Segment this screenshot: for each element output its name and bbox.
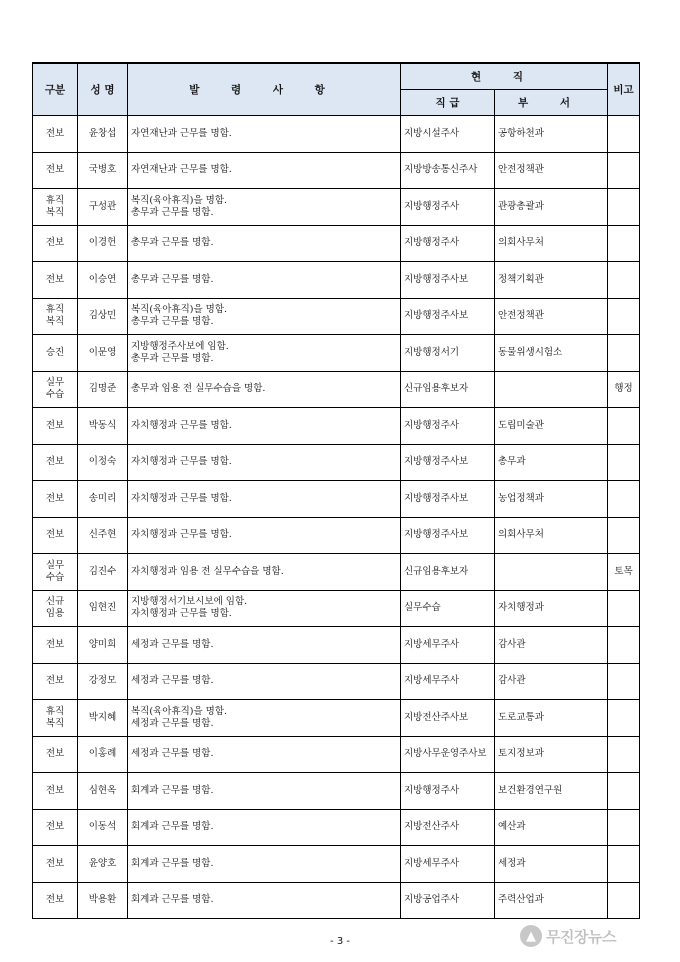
- cell-buseo: 도로교통과: [495, 700, 608, 737]
- cell-gubun-line: 전보: [45, 748, 65, 760]
- cell-jikgeup: 신규임용후보자: [401, 371, 495, 408]
- cell-saho: [128, 700, 401, 737]
- cell-jikgeup: 실무수습: [401, 590, 495, 627]
- cell-buseo: 예산과: [495, 809, 608, 846]
- table-row: [33, 773, 640, 810]
- cell-saho-line: 총무과 근무를 명함.: [131, 237, 214, 249]
- cell-name: 김상민: [78, 298, 128, 335]
- cell-saho: [128, 517, 401, 554]
- cell-gubun-line: 전보: [45, 127, 65, 139]
- cell-gubun: [33, 517, 78, 554]
- cell-saho: [128, 262, 401, 299]
- cell-buseo: [495, 371, 608, 408]
- cell-bigo: [608, 298, 640, 335]
- cell-bigo: [608, 517, 640, 554]
- cell-gubun: [33, 335, 78, 372]
- table-row: [33, 627, 640, 664]
- cell-saho-line: 세정과 근무를 명함.: [131, 717, 214, 729]
- cell-name: 이문영: [78, 335, 128, 372]
- cell-saho-line: 자치행정과 근무를 명함.: [131, 419, 232, 431]
- cell-jikgeup: 지방행정주사: [401, 408, 495, 445]
- table-row: [33, 517, 640, 554]
- cell-saho-line: 회계과 근무를 명함.: [131, 857, 214, 869]
- cell-gubun: [33, 773, 78, 810]
- cell-name: 이홍례: [78, 736, 128, 773]
- cell-name: 양미희: [78, 627, 128, 664]
- cell-gubun-line: 전보: [45, 675, 65, 687]
- table-row: [33, 700, 640, 737]
- cell-buseo: 보건환경연구원: [495, 773, 608, 810]
- cell-bigo: [608, 809, 640, 846]
- cell-bigo: [608, 773, 640, 810]
- cell-jikgeup: 지방행정서기: [401, 335, 495, 372]
- watermark: [520, 922, 670, 950]
- cell-gubun-line: 전보: [45, 419, 65, 431]
- cell-bigo: [608, 700, 640, 737]
- cell-gubun: [33, 590, 78, 627]
- cell-gubun-line: 복직: [45, 206, 65, 218]
- cell-name: 신주현: [78, 517, 128, 554]
- cell-jikgeup: 지방공업주사: [401, 882, 495, 919]
- cell-bigo: [608, 846, 640, 883]
- cell-buseo: 토지정보과: [495, 736, 608, 773]
- cell-gubun-line: 휴직: [45, 705, 65, 717]
- cell-saho-line: 자연재난과 근무를 명함.: [131, 127, 232, 139]
- cell-name: 박동식: [78, 408, 128, 445]
- cell-name: 김진수: [78, 554, 128, 591]
- cell-jikgeup: 지방방송통신주사: [401, 152, 495, 189]
- table-row: [33, 663, 640, 700]
- cell-buseo: 관광총괄과: [495, 189, 608, 226]
- header-bigo: 비고: [608, 63, 640, 116]
- header-jikgeup: 직 급: [401, 90, 495, 116]
- cell-saho-line: 자치행정과 근무를 명함.: [131, 529, 232, 541]
- cell-jikgeup: 지방시설주사: [401, 116, 495, 153]
- cell-saho: [128, 846, 401, 883]
- cell-saho: [128, 189, 401, 226]
- table-row: [33, 736, 640, 773]
- cell-name: 강정모: [78, 663, 128, 700]
- cell-saho: [128, 663, 401, 700]
- cell-jikgeup: 지방전산주사: [401, 809, 495, 846]
- cell-buseo: 정책기획관: [495, 262, 608, 299]
- cell-buseo: 농업정책과: [495, 481, 608, 518]
- table-row: [33, 371, 640, 408]
- cell-bigo: [608, 225, 640, 262]
- cell-saho: [128, 152, 401, 189]
- cell-saho: [128, 335, 401, 372]
- cell-gubun: [33, 116, 78, 153]
- table-row: [33, 554, 640, 591]
- header-saho: 발 령 사 항: [128, 63, 401, 116]
- cell-saho-line: 회계과 근무를 명함.: [131, 894, 214, 906]
- table-row: [33, 116, 640, 153]
- cell-jikgeup: 지방행정주사: [401, 225, 495, 262]
- cell-saho-line: 복직(육아휴직)을 명함.: [131, 194, 228, 206]
- cell-jikgeup: 지방전산주사보: [401, 700, 495, 737]
- cell-saho: [128, 809, 401, 846]
- cell-saho-line: 복직(육아휴직)을 명함.: [131, 705, 228, 717]
- table-row: [33, 846, 640, 883]
- cell-jikgeup: 지방행정주사보: [401, 481, 495, 518]
- cell-jikgeup: 지방세무주사: [401, 627, 495, 664]
- cell-bigo: [608, 481, 640, 518]
- table-row: [33, 335, 640, 372]
- cell-gubun-line: 전보: [45, 492, 65, 504]
- cell-buseo: 감사관: [495, 627, 608, 664]
- watermark-text: 무진장뉴스: [546, 927, 616, 946]
- cell-jikgeup: 지방행정주사보: [401, 262, 495, 299]
- cell-saho: [128, 554, 401, 591]
- cell-gubun-line: 복직: [45, 717, 65, 729]
- table-row: [33, 262, 640, 299]
- cell-jikgeup: 지방행정주사보: [401, 298, 495, 335]
- cell-saho: [128, 225, 401, 262]
- cell-gubun: [33, 262, 78, 299]
- cell-gubun-line: 전보: [45, 857, 65, 869]
- cell-buseo: 공항하천과: [495, 116, 608, 153]
- cell-saho-line: 회계과 근무를 명함.: [131, 784, 214, 796]
- cell-buseo: 세정과: [495, 846, 608, 883]
- cell-name: 박용환: [78, 882, 128, 919]
- header-buseo: 부 서: [495, 90, 608, 116]
- cell-saho-line: 세정과 근무를 명함.: [131, 638, 214, 650]
- cell-buseo: [495, 554, 608, 591]
- cell-gubun-line: 전보: [45, 784, 65, 796]
- table-row: [33, 809, 640, 846]
- table-row: [33, 298, 640, 335]
- cell-gubun: [33, 882, 78, 919]
- cell-name: 김명준: [78, 371, 128, 408]
- cell-gubun-line: 수습: [45, 571, 65, 583]
- cell-bigo: 토목: [608, 554, 640, 591]
- cell-saho-line: 총무과 임용 전 실무수습을 명함.: [131, 383, 266, 395]
- cell-name: 박지혜: [78, 700, 128, 737]
- cell-name: 윤양호: [78, 846, 128, 883]
- cell-saho-line: 지방행정주사보에 임함.: [131, 340, 229, 352]
- cell-name: 심현옥: [78, 773, 128, 810]
- cell-name: 국병호: [78, 152, 128, 189]
- cell-name: 구성관: [78, 189, 128, 226]
- personnel-order-table: [32, 62, 640, 919]
- cell-gubun: [33, 225, 78, 262]
- cell-buseo: 감사관: [495, 663, 608, 700]
- cell-jikgeup: 지방세무주사: [401, 663, 495, 700]
- cell-gubun: [33, 700, 78, 737]
- table-row: [33, 481, 640, 518]
- cell-name: 윤창섭: [78, 116, 128, 153]
- cell-name: 이승연: [78, 262, 128, 299]
- cell-gubun-line: 전보: [45, 456, 65, 468]
- cell-bigo: [608, 663, 640, 700]
- cell-saho-line: 총무과 근무를 명함.: [131, 273, 214, 285]
- cell-buseo: 안전정책관: [495, 152, 608, 189]
- cell-gubun-line: 실무: [45, 559, 65, 571]
- cell-gubun-line: 전보: [45, 821, 65, 833]
- cell-buseo: 자치행정과: [495, 590, 608, 627]
- cell-bigo: [608, 262, 640, 299]
- cell-bigo: [608, 736, 640, 773]
- cell-saho-line: 세정과 근무를 명함.: [131, 675, 214, 687]
- cell-gubun: [33, 371, 78, 408]
- cell-jikgeup: 지방사무운영주사보: [401, 736, 495, 773]
- cell-saho-line: 지방행정서기보시보에 임함.: [131, 596, 248, 608]
- cell-saho: [128, 882, 401, 919]
- cell-bigo: [608, 189, 640, 226]
- cell-buseo: 도립미술관: [495, 408, 608, 445]
- cell-saho: [128, 773, 401, 810]
- personnel-table-container: [32, 62, 639, 919]
- cell-jikgeup: 지방세무주사: [401, 846, 495, 883]
- cell-gubun: [33, 444, 78, 481]
- cell-saho: [128, 444, 401, 481]
- cell-gubun: [33, 152, 78, 189]
- cell-bigo: [608, 444, 640, 481]
- cell-gubun-line: 실무: [45, 377, 65, 389]
- cell-saho-line: 총무과 근무를 명함.: [131, 206, 214, 218]
- cell-buseo: 총무과: [495, 444, 608, 481]
- cell-jikgeup: 지방행정주사보: [401, 444, 495, 481]
- cell-gubun: [33, 481, 78, 518]
- cell-gubun: [33, 736, 78, 773]
- cell-bigo: [608, 590, 640, 627]
- cell-saho-line: 회계과 근무를 명함.: [131, 821, 214, 833]
- mountain-logo-icon: ▲: [520, 925, 542, 947]
- cell-gubun-line: 승진: [45, 346, 65, 358]
- cell-gubun: [33, 554, 78, 591]
- cell-jikgeup: 지방행정주사: [401, 773, 495, 810]
- cell-gubun-line: 전보: [45, 529, 65, 541]
- table-row: [33, 882, 640, 919]
- cell-gubun-line: 수습: [45, 389, 65, 401]
- cell-saho: [128, 116, 401, 153]
- cell-bigo: [608, 408, 640, 445]
- cell-saho-line: 총무과 근무를 명함.: [131, 316, 214, 328]
- cell-buseo: 의회사무처: [495, 517, 608, 554]
- cell-bigo: [608, 882, 640, 919]
- cell-bigo: 행정: [608, 371, 640, 408]
- cell-gubun-line: 휴직: [45, 194, 65, 206]
- cell-bigo: [608, 116, 640, 153]
- cell-gubun: [33, 189, 78, 226]
- cell-saho-line: 자치행정과 근무를 명함.: [131, 608, 232, 620]
- header-name: 성 명: [78, 63, 128, 116]
- cell-gubun-line: 임용: [45, 608, 65, 620]
- cell-buseo: 의회사무처: [495, 225, 608, 262]
- cell-saho: [128, 408, 401, 445]
- cell-jikgeup: 신규임용후보자: [401, 554, 495, 591]
- table-row: [33, 408, 640, 445]
- table-row: [33, 225, 640, 262]
- cell-saho: [128, 298, 401, 335]
- cell-name: 이동석: [78, 809, 128, 846]
- cell-name: 임현진: [78, 590, 128, 627]
- cell-saho-line: 세정과 근무를 명함.: [131, 748, 214, 760]
- cell-buseo: 주력산업과: [495, 882, 608, 919]
- cell-name: 이정숙: [78, 444, 128, 481]
- cell-gubun-line: 복직: [45, 316, 65, 328]
- cell-saho-line: 자치행정과 근무를 명함.: [131, 456, 232, 468]
- cell-saho: [128, 590, 401, 627]
- cell-buseo: 안전정책관: [495, 298, 608, 335]
- cell-gubun: [33, 663, 78, 700]
- header-gubun: 구분: [33, 63, 78, 116]
- cell-gubun: [33, 846, 78, 883]
- cell-gubun-line: 신규: [45, 596, 65, 608]
- cell-bigo: [608, 627, 640, 664]
- cell-saho: [128, 627, 401, 664]
- cell-saho: [128, 481, 401, 518]
- cell-gubun-line: 전보: [45, 164, 65, 176]
- table-row: [33, 590, 640, 627]
- cell-jikgeup: 지방행정주사: [401, 189, 495, 226]
- cell-gubun: [33, 809, 78, 846]
- cell-jikgeup: 지방행정주사보: [401, 517, 495, 554]
- cell-gubun-line: 휴직: [45, 304, 65, 316]
- page-number: - 3 -: [330, 936, 350, 947]
- cell-saho-line: 자치행정과 근무를 명함.: [131, 492, 232, 504]
- cell-bigo: [608, 335, 640, 372]
- cell-gubun: [33, 298, 78, 335]
- cell-saho: [128, 371, 401, 408]
- cell-bigo: [608, 152, 640, 189]
- table-row: [33, 152, 640, 189]
- cell-saho-line: 복직(육아휴직)을 명함.: [131, 304, 228, 316]
- cell-gubun-line: 전보: [45, 638, 65, 650]
- cell-gubun-line: 전보: [45, 273, 65, 285]
- cell-name: 이경헌: [78, 225, 128, 262]
- header-hyunjik: 현 직: [401, 63, 608, 90]
- cell-gubun: [33, 408, 78, 445]
- cell-saho-line: 자치행정과 임용 전 실무수습을 명함.: [131, 565, 284, 577]
- cell-saho: [128, 736, 401, 773]
- cell-gubun: [33, 627, 78, 664]
- cell-name: 송미리: [78, 481, 128, 518]
- cell-saho-line: 총무과 근무를 명함.: [131, 352, 214, 364]
- cell-gubun-line: 전보: [45, 237, 65, 249]
- cell-buseo: 동물위생시험소: [495, 335, 608, 372]
- cell-saho-line: 자연재난과 근무를 명함.: [131, 164, 232, 176]
- table-row: [33, 444, 640, 481]
- cell-gubun-line: 전보: [45, 894, 65, 906]
- table-row: [33, 189, 640, 226]
